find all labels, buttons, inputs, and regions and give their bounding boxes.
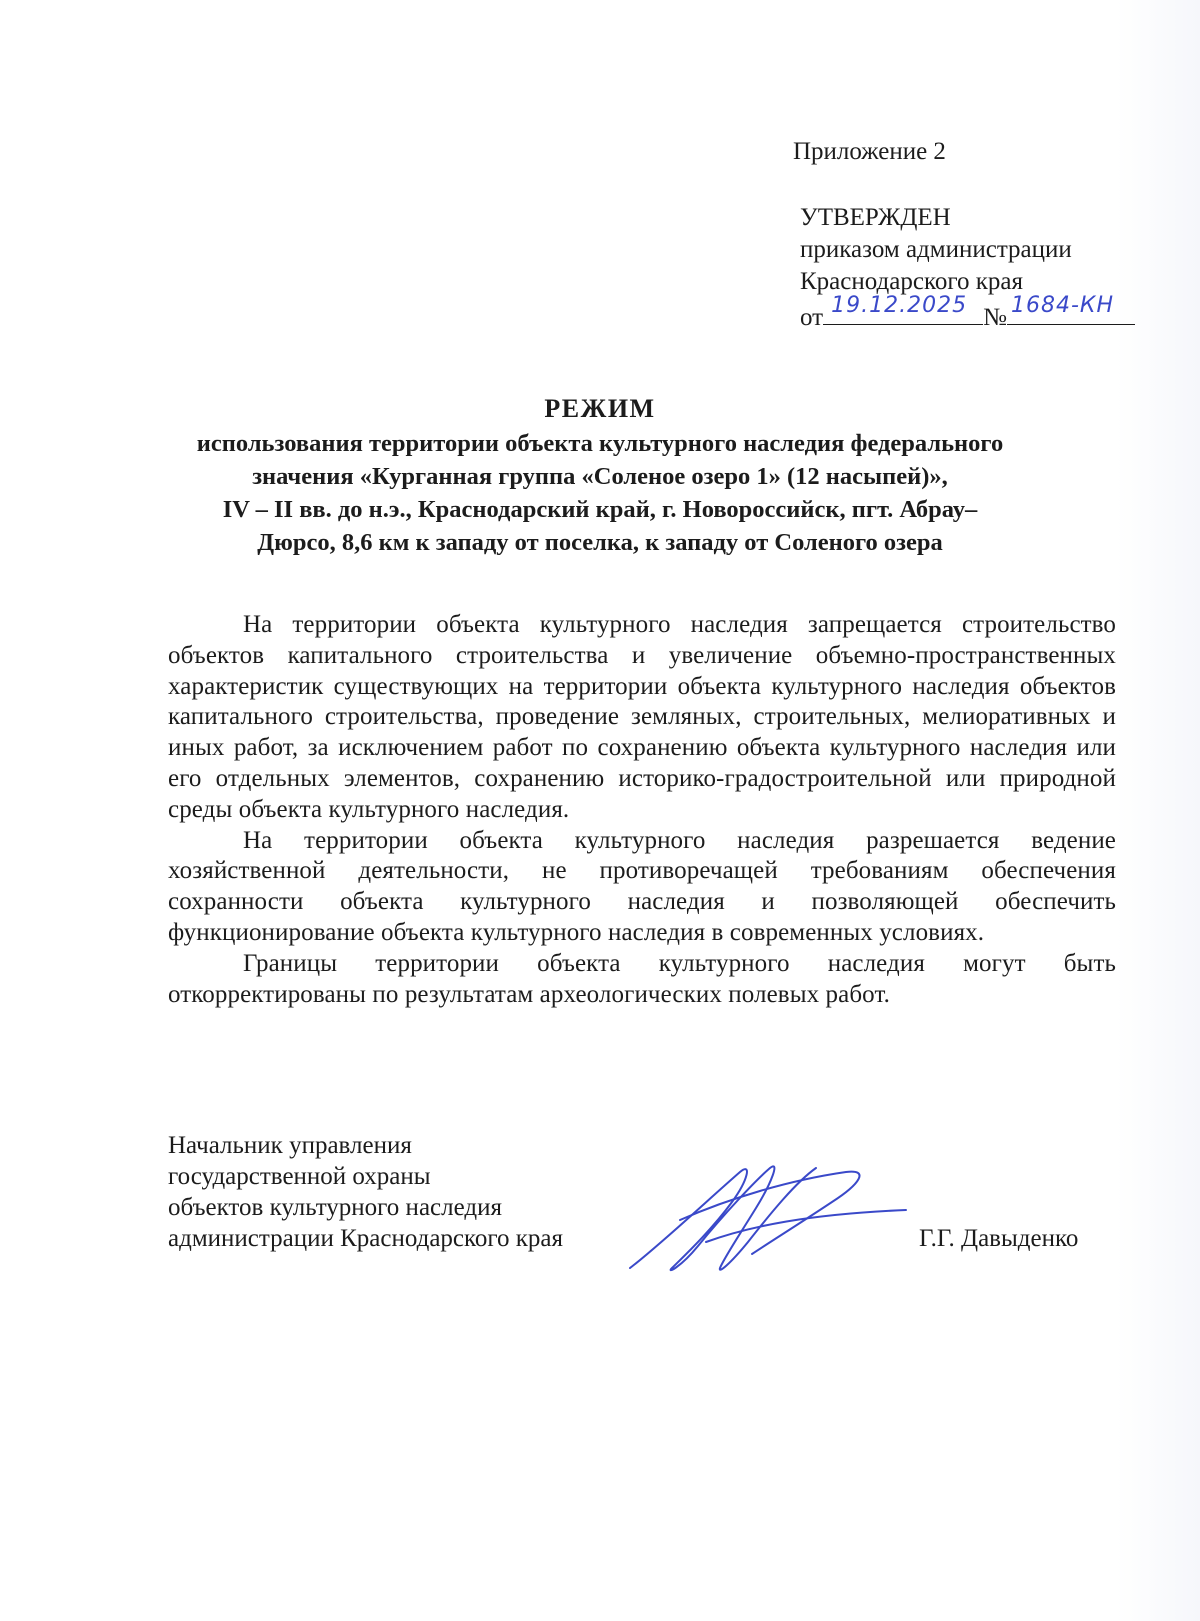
document-body bbox=[168, 610, 1116, 1010]
signer-position bbox=[168, 1130, 563, 1254]
title-line-4: Дюрсо, 8,6 км к западу от поселка, к западу от Соленого озера bbox=[257, 529, 943, 556]
signer-line-4: администрации Краснодарского края bbox=[168, 1225, 564, 1252]
title-line-2: значения «Курганная группа «Соленое озеро 1» (12 насыпей)», bbox=[252, 463, 948, 490]
title-heading: РЕЖИМ bbox=[544, 394, 656, 423]
body-paragraph-1: На территории объекта культурного наследия запрещается строительство объектов капитального строительства и увеличение объемно-пространственных характеристик существующих на территории объекта культурного наследия объектов капитального строительства, проведение земляных, строительных, мелиоративных и иных работ, за исключением работ по сохранению объекта культурного наследия или его отдельных элементов, сохранению историко-градостроительной или природной среды объекта культурного наследия. bbox=[168, 611, 1116, 823]
handwritten-date: 19.12.2025 bbox=[831, 293, 968, 318]
signer-line-1: Начальник управления bbox=[168, 1132, 412, 1159]
appendix-label: Приложение 2 bbox=[793, 138, 946, 165]
approval-line-1: приказом администрации bbox=[800, 236, 1072, 263]
number-prefix: № bbox=[983, 304, 1007, 331]
document-title bbox=[150, 392, 1050, 559]
approval-stamp-block bbox=[800, 202, 1135, 330]
title-line-1: использования территории объекта культурного наследия федерального bbox=[196, 430, 1004, 457]
date-fill-line bbox=[823, 293, 983, 325]
body-paragraph-2: На территории объекта культурного наследия разрешается ведение хозяйственной деятельности, не противоречащей требованиям обеспечения сохранности объекта культурного наследия и позволяющей обеспечить функционирование объекта культурного наследия в современных условиях. bbox=[168, 826, 1116, 946]
signer-line-3: объектов культурного наследия bbox=[168, 1194, 502, 1221]
approval-line-2: Краснодарского края bbox=[800, 268, 1023, 295]
approval-heading: УТВЕРЖДЕН bbox=[800, 204, 951, 231]
body-paragraph-3: Границы территории объекта культурного наследия могут быть откорректированы по результатам археологических полевых работ. bbox=[168, 949, 1116, 1008]
order-date-number-row bbox=[800, 293, 1135, 331]
number-fill-line bbox=[1007, 293, 1135, 325]
title-line-3: IV – II вв. до н.э., Краснодарский край, г. Новороссийск, пгт. Абрау– bbox=[222, 496, 978, 523]
signer-name: Г.Г. Давыденко bbox=[919, 1225, 1079, 1252]
handwritten-number: 1684-КН bbox=[1010, 293, 1115, 318]
handwritten-signature bbox=[620, 1150, 910, 1280]
signer-line-2: государственной охраны bbox=[168, 1163, 431, 1190]
date-prefix: от bbox=[800, 304, 824, 331]
